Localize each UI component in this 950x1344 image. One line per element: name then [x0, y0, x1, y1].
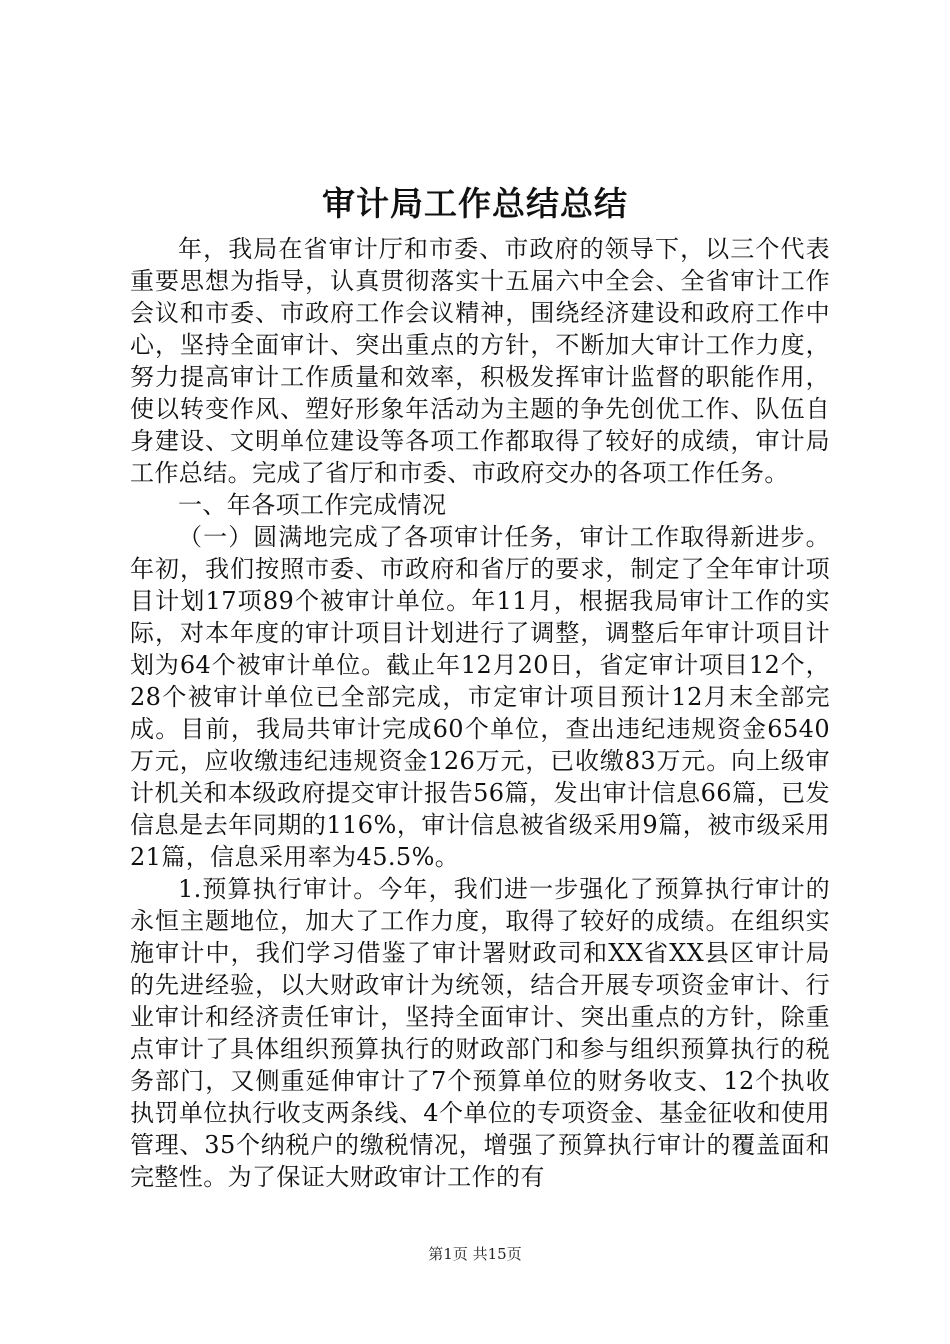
section-heading: 一、年各项工作完成情况	[178, 491, 447, 519]
page-number-footer: 第1页 共15页	[428, 1245, 522, 1263]
paragraph-budget-audit: 1.预算执行审计。今年，我们进一步强化了预算执行审计的永恒主题地位，加大了工作力度，取得了较好的成绩。在组织实施审计中，我们学习借鉴了审计署财政司和XX省XX县区审计局的先进经验，以大财政审计为统领，结合开展专项资金审计、行业审计和经济责任审计，坚持全面审计、突出重点的方针，除重点审计了具体组织预算执行的财政部门和参与组织预算执行的税务部门，又侧重延伸审计了7个预算单位的财务收支、12个执收执罚单位执行收支两条线、4个单位的专项资金、基金征收和使用管理、35个纳税户的缴税情况，增强了预算执行审计的覆盖面和完整性。为了保证大财政审计工作的有	[130, 875, 830, 1191]
document-body	[130, 233, 830, 1193]
paragraph-intro: 年，我局在省审计厅和市委、市政府的领导下，以三个代表重要思想为指导，认真贯彻落实十五届六中全会、全省审计工作会议和市委、市政府工作会议精神，围绕经济建设和政府工作中心，坚持全面审计、突出重点的方针，不断加大审计工作力度，努力提高审计工作质量和效率，积极发挥审计监督的职能作用，使以转变作风、塑好形象年活动为主题的争先创优工作、队伍自身建设、文明单位建设等各项工作都取得了较好的成绩，审计局工作总结。完成了省厅和市委、市政府交办的各项工作任务。	[130, 235, 830, 487]
paragraph-audit-tasks: （一）圆满地完成了各项审计任务，审计工作取得新进步。年初，我们按照市委、市政府和省厅的要求，制定了全年审计项目计划17项89个被审计单位。年11月，根据我局审计工作的实际，对本年度的审计项目计划进行了调整，调整后年审计项目计划为64个被审计单位。截止年12月20日，省定审计项目12个，28个被审计单位已全部完成，市定审计项目预计12月末全部完成。目前，我局共审计完成60个单位，查出违纪违规资金6540万元，应收缴违纪违规资金126万元，已收缴83万元。向上级审计机关和本级政府提交审计报告56篇，发出审计信息66篇，已发信息是去年同期的116%，审计信息被省级采用9篇，被市级采用21篇，信息采用率为45.5%。	[130, 523, 830, 871]
document-title: 审计局工作总结总结	[322, 184, 628, 223]
